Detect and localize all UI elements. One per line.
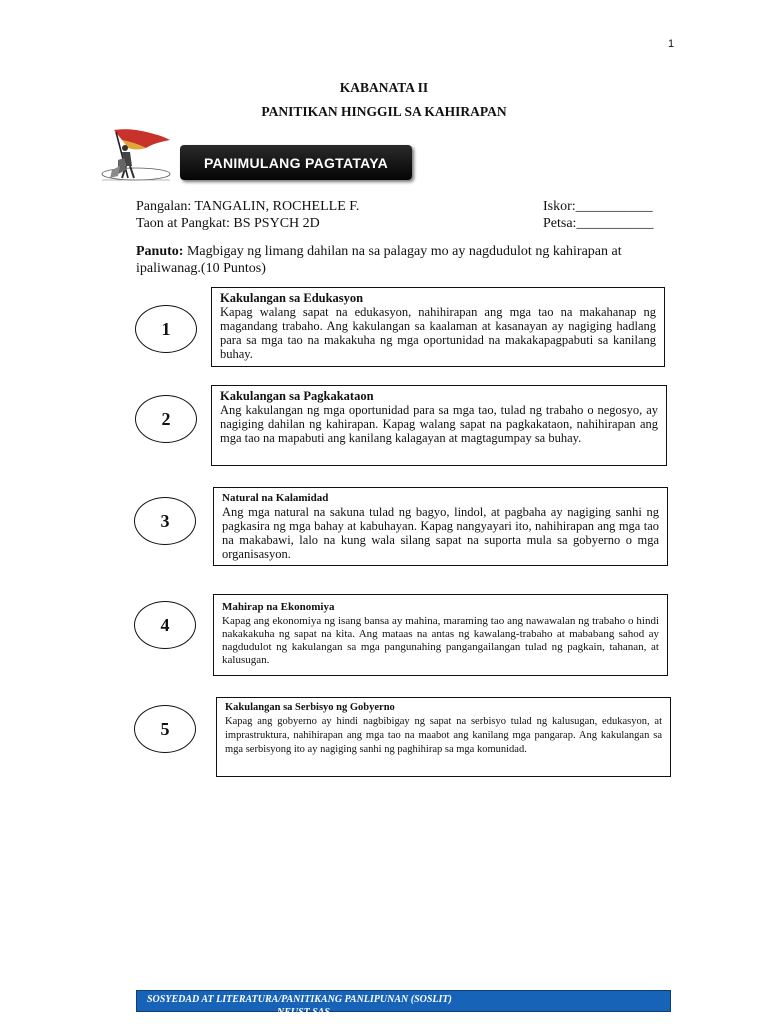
item-number-circle: 1 bbox=[135, 305, 197, 353]
answer-box bbox=[213, 594, 668, 676]
score-info bbox=[543, 198, 653, 232]
answer-box bbox=[216, 697, 671, 777]
score-field: Iskor:___________ bbox=[543, 199, 653, 214]
item-number-circle: 2 bbox=[135, 395, 197, 443]
answer-box bbox=[211, 385, 667, 466]
instructions bbox=[136, 243, 661, 277]
answer-title: Kakulangan sa Pagkakataon bbox=[220, 389, 374, 403]
answer-body: Kapag ang gobyerno ay hindi nagbibigay ng sapat na serbisyo tulad ng kalusugan, edukasyon, at imprastruktura, nahihirapan ang mga tao na maabot ang kanilang mga pangarap. Ang kakulangan sa mga serbisyong ito ay nagiging sanhi ng paghihirap sa mga komunidad. bbox=[225, 716, 662, 755]
answer-body: Kapag walang sapat na edukasyon, nahihirapan ang mga tao na makahanap ng magandang trabaho. Ang kakulangan sa kaalaman at kasanayan ay nagiging hadlang para sa mga tao na makakuha ng mga oportunidad na makakapagpabuti sa kanilang buhay. bbox=[220, 305, 656, 361]
student-year: BS PSYCH 2D bbox=[233, 216, 320, 231]
name-label: Pangalan: bbox=[136, 199, 192, 214]
chapter-title: PANITIKAN HINGGIL SA KAHIRAPAN bbox=[261, 104, 507, 119]
answer-title: Natural na Kalamidad bbox=[222, 492, 329, 504]
item-number-circle: 4 bbox=[134, 601, 196, 649]
flag-bearer-logo-icon bbox=[100, 126, 174, 186]
answer-title: Mahirap na Ekonomiya bbox=[222, 601, 335, 613]
answer-box bbox=[213, 487, 668, 566]
answer-title: Kakulangan sa Serbisyo ng Gobyerno bbox=[225, 702, 395, 713]
student-name: TANGALIN, ROCHELLE F. bbox=[194, 199, 360, 214]
page-footer bbox=[136, 990, 671, 1018]
name-row bbox=[136, 198, 359, 215]
student-info bbox=[136, 198, 359, 232]
item-number-circle: 5 bbox=[134, 705, 196, 753]
footer-school: NEUST-SAS bbox=[277, 1007, 330, 1018]
answer-body: Ang kakulangan ng mga oportunidad para sa mga tao, tulad ng trabaho o negosyo, ay nagiging dahilan ng kahirapan. Kapag walang sapat na pagkakataon, nahihirapan ang mga tao na mapabuti ang kanilang kalagayan at magtagumpay sa buhay. bbox=[220, 403, 658, 445]
footer-course: SOSYEDAD AT LITERATURA/PANITIKANG PANLIPUNAN (SOSLIT) bbox=[147, 994, 452, 1005]
section-banner: PANIMULANG PAGTATAYA bbox=[180, 145, 412, 180]
year-label: Taon at Pangkat: bbox=[136, 216, 230, 231]
instructions-text: Magbigay ng limang dahilan na sa palagay mo ay nagdudulot ng kahirapan at ipaliwanag.(10 Puntos) bbox=[136, 244, 622, 276]
answer-body: Kapag ang ekonomiya ng isang bansa ay mahina, maraming tao ang nawawalan ng trabaho o hindi nakakakuha ng sapat na kita. Ang mataas na antas ng kawalang-trabaho at mababang sahod ay nagdudulot ng kakulangan sa mga pangunahing pangangailangan tulad ng pagkain, tahanan, at kalusugan. bbox=[222, 615, 659, 666]
answer-title: Kakulangan sa Edukasyon bbox=[220, 291, 364, 305]
date-field: Petsa:___________ bbox=[543, 216, 654, 231]
year-row bbox=[136, 215, 359, 232]
instructions-label: Panuto: bbox=[136, 244, 184, 259]
answer-box bbox=[211, 287, 665, 367]
page-number: 1 bbox=[668, 38, 675, 50]
item-number-circle: 3 bbox=[134, 497, 196, 545]
chapter-heading: KABANATA II bbox=[339, 80, 429, 95]
answer-body: Ang mga natural na sakuna tulad ng bagyo, lindol, at pagbaha ay nagiging sanhi ng pagkasira ng mga bahay at kabuhayan. Kapag nangyayari ito, nahihirapan ang mga tao na makabawi, lalo na kung wala silang sapat na suporta mula sa gobyerno o mga organisasyon. bbox=[222, 505, 659, 561]
